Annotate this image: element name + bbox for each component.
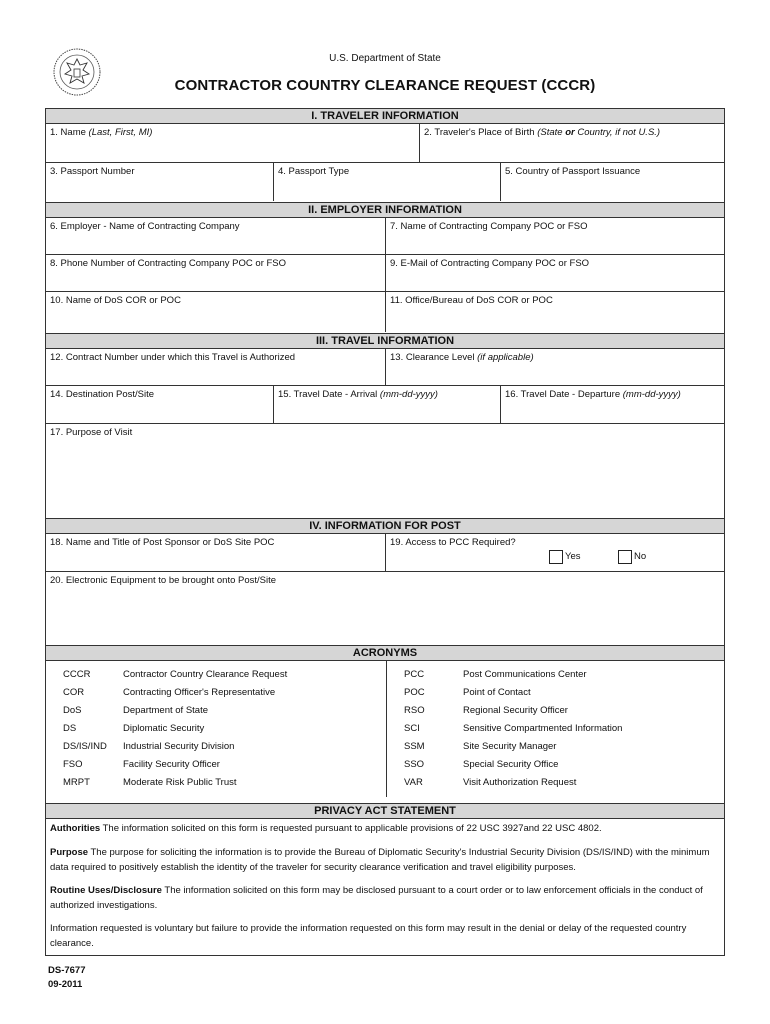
acronym-definition: Site Security Manager	[463, 741, 557, 752]
field-post-sponsor[interactable]	[46, 534, 386, 572]
field-place-of-birth-hint-or: or	[565, 127, 575, 138]
pcc-yes-label: Yes	[565, 551, 581, 562]
field-passport-number-label: 3. Passport Number	[50, 166, 135, 177]
form-date: 09-2011	[48, 979, 83, 990]
privacy-purpose	[50, 845, 722, 875]
field-contract-number-label: 12. Contract Number under which this Travel is Authorized	[50, 352, 296, 363]
acronym-definition: Regional Security Officer	[463, 705, 568, 716]
field-arrival-date[interactable]	[274, 386, 501, 424]
acronym-abbr: VAR	[404, 777, 423, 788]
section-privacy-heading: PRIVACY ACT STATEMENT	[46, 803, 724, 819]
section-travel-heading: III. TRAVEL INFORMATION	[46, 333, 724, 349]
field-arrival-date-hint: (mm-dd-yyyy)	[379, 389, 438, 400]
field-place-of-birth[interactable]	[420, 124, 724, 163]
acronym-definition: Contractor Country Clearance Request	[123, 669, 288, 680]
acronym-abbr: SCI	[404, 723, 420, 734]
field-dos-cor-label: 10. Name of DoS COR or POC	[50, 295, 181, 306]
acronym-definition: Point of Contact	[463, 687, 531, 698]
privacy-authorities-text: The information solicited on this form is requested pursuant to applicable provisions of 22 USC 3927and 22 USC 4802.	[100, 823, 602, 834]
field-purpose-of-visit-label: 17. Purpose of Visit	[50, 427, 133, 438]
field-dos-office[interactable]	[386, 292, 724, 332]
field-place-of-birth-hint-a: (State	[537, 127, 566, 138]
field-clearance-level[interactable]	[386, 349, 724, 386]
form-title: CONTRACTOR COUNTRY CLEARANCE REQUEST (CCCR)	[174, 77, 596, 94]
acronym-abbr: PCC	[404, 669, 425, 680]
field-arrival-date-label: 15. Travel Date - Arrival	[278, 389, 380, 400]
field-company-poc-label: 7. Name of Contracting Company POC or FSO	[390, 221, 588, 232]
pcc-yes-checkbox[interactable]	[549, 550, 563, 564]
field-purpose-of-visit[interactable]	[46, 424, 724, 517]
field-destination[interactable]	[46, 386, 274, 424]
acronym-abbr: DS/IS/IND	[63, 741, 107, 752]
field-clearance-level-label: 13. Clearance Level	[390, 352, 478, 363]
privacy-authorities	[50, 821, 722, 836]
acronym-abbr: SSO	[404, 759, 425, 770]
privacy-routine-uses	[50, 883, 722, 913]
acronym-definition: Sensitive Compartmented Information	[463, 723, 623, 734]
field-electronic-equipment-label: 20. Electronic Equipment to be brought onto Post/Site	[50, 575, 277, 586]
acronym-definition: Post Communications Center	[463, 669, 587, 680]
acronym-abbr: DS	[63, 723, 77, 734]
acronym-abbr: FSO	[63, 759, 83, 770]
field-pcc-access-label: 19. Access to PCC Required?	[390, 537, 516, 548]
field-passport-type-label: 4. Passport Type	[278, 166, 350, 177]
field-name-hint: (Last, First, MI)	[88, 127, 153, 138]
field-place-of-birth-hint-b: Country, if not U.S.)	[574, 127, 661, 138]
field-dos-office-label: 11. Office/Bureau of DoS COR or POC	[390, 295, 553, 306]
field-passport-type[interactable]	[274, 163, 501, 201]
privacy-routine-label: Routine Uses/Disclosure	[50, 885, 162, 896]
acronym-definition: Diplomatic Security	[123, 723, 205, 734]
field-name-label: 1. Name	[50, 127, 89, 138]
section-traveler-heading: I. TRAVELER INFORMATION	[46, 109, 724, 124]
field-company-poc[interactable]	[386, 218, 724, 255]
privacy-routine-text: The information solicited on this form may be disclosed pursuant to a court order or to law enforcement officials in the conduct of authorized investigations.	[50, 885, 703, 911]
pcc-no-checkbox[interactable]	[618, 550, 632, 564]
field-dos-cor[interactable]	[46, 292, 386, 332]
privacy-voluntary: Information requested is voluntary but failure to provide the information requested on this form may result in the denial or delay of the requested country clearance.	[50, 923, 687, 949]
field-passport-country[interactable]	[501, 163, 724, 201]
form-number: DS-7677	[48, 965, 86, 976]
pcc-no-label: No	[634, 551, 647, 562]
acronym-abbr: SSM	[404, 741, 425, 752]
section-post-heading: IV. INFORMATION FOR POST	[46, 518, 724, 534]
field-poc-phone[interactable]	[46, 255, 386, 292]
field-name[interactable]	[46, 124, 420, 163]
acronym-abbr: POC	[404, 687, 425, 698]
field-contract-number[interactable]	[46, 349, 386, 386]
acronym-definition: Visit Authorization Request	[463, 777, 577, 788]
acronym-abbr: RSO	[404, 705, 425, 716]
acronym-definition: Moderate Risk Public Trust	[123, 777, 237, 788]
privacy-authorities-label: Authorities	[50, 823, 101, 834]
field-post-sponsor-label: 18. Name and Title of Post Sponsor or DoS Site POC	[50, 537, 275, 548]
field-passport-country-label: 5. Country of Passport Issuance	[505, 166, 641, 177]
field-passport-number[interactable]	[46, 163, 274, 201]
field-destination-label: 14. Destination Post/Site	[50, 389, 155, 400]
field-poc-email[interactable]	[386, 255, 724, 292]
acronym-abbr: COR	[63, 687, 85, 698]
section-employer-heading: II. EMPLOYER INFORMATION	[46, 202, 724, 218]
acronym-definition: Industrial Security Division	[123, 741, 235, 752]
acronym-abbr: DoS	[63, 705, 82, 716]
field-employer[interactable]	[46, 218, 386, 255]
department-name: U.S. Department of State	[329, 53, 441, 64]
field-departure-date-hint: (mm-dd-yyyy)	[622, 389, 681, 400]
field-clearance-level-hint: (if applicable)	[477, 352, 534, 363]
field-departure-date[interactable]	[501, 386, 724, 424]
acronym-definition: Contracting Officer's Representative	[123, 687, 276, 698]
privacy-purpose-label: Purpose	[50, 847, 89, 858]
field-poc-phone-label: 8. Phone Number of Contracting Company POC or FSO	[50, 258, 287, 269]
section-acronyms-heading: ACRONYMS	[46, 645, 724, 661]
privacy-purpose-text: The purpose for soliciting the information is to provide the Bureau of Diplomatic Security's Industrial Security Division (DS/IS/IND) with the minimum data required to positively establish the identity of the traveler for security clearance verification and travel eligibility purposes.	[50, 847, 710, 873]
field-place-of-birth-label: 2. Traveler's Place of Birth	[424, 127, 538, 138]
acronyms-divider	[386, 661, 387, 797]
acronym-definition: Special Security Office	[463, 759, 559, 770]
acronym-abbr: MRPT	[63, 777, 90, 788]
acronym-definition: Department of State	[123, 705, 209, 716]
field-departure-date-label: 16. Travel Date - Departure	[505, 389, 623, 400]
acronym-definition: Facility Security Officer	[123, 759, 220, 770]
field-employer-label: 6. Employer - Name of Contracting Company	[50, 221, 240, 232]
clearance-form	[45, 108, 725, 956]
field-electronic-equipment[interactable]	[46, 572, 724, 644]
acronym-abbr: CCCR	[63, 669, 91, 680]
field-poc-email-label: 9. E-Mail of Contracting Company POC or FSO	[390, 258, 590, 269]
